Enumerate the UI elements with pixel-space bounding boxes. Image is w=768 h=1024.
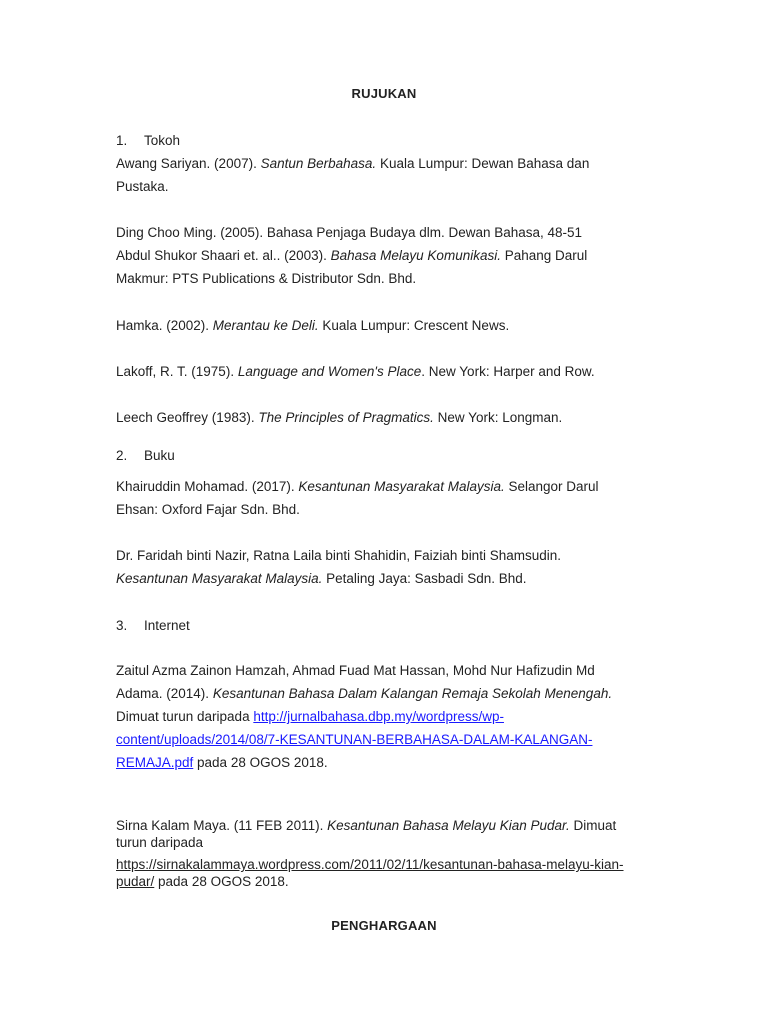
reference-faridah xyxy=(116,544,656,590)
ref-author: Lakoff, R. T. (1975). xyxy=(116,364,238,379)
acknowledgement-heading: PENGHARGAAN xyxy=(331,918,437,933)
section-tokoh-heading xyxy=(116,129,656,152)
ref-author: Awang Sariyan. (2007). xyxy=(116,156,261,171)
ref-access-date: pada 28 OGOS 2018. xyxy=(154,874,289,889)
ref-link[interactable]: https://sirnakalammaya.wordpress.com/2011/02/11/kesantunan-bahasa-melayu-kian- xyxy=(116,857,624,872)
ref-title: Bahasa Melayu Komunikasi. xyxy=(330,248,501,263)
ref-title: Language and Women's Place xyxy=(237,364,422,379)
ref-title: Merantau ke Deli. xyxy=(212,318,319,333)
reference-sirna xyxy=(116,817,656,890)
ref-title: The Principles of Pragmatics. xyxy=(258,410,434,425)
ref-download-note: Dimuat xyxy=(569,818,617,833)
ref-author: Adama. (2014). xyxy=(116,686,213,701)
reference-awang xyxy=(116,152,656,198)
ref-publisher: . New York: Harper and Row. xyxy=(421,364,595,379)
section-label: Internet xyxy=(144,618,190,633)
ref-link-continuation[interactable]: REMAJA.pdf xyxy=(116,755,194,770)
ref-authors: Dr. Faridah binti Nazir, Ratna Laila binti Shahidin, Faiziah binti Shamsudin. xyxy=(116,548,561,563)
ref-link-continuation[interactable]: content/uploads/2014/08/7-KESANTUNAN-BERBAHASA-DALAM-KALANGAN- xyxy=(116,732,593,747)
ref-title: Kesantunan Bahasa Melayu Kian Pudar. xyxy=(327,818,570,833)
ref-download-note: Dimuat turun daripada xyxy=(116,709,254,724)
ref-author: Hamka. (2002). xyxy=(116,318,213,333)
ref-authors: Zaitul Azma Zainon Hamzah, Ahmad Fuad Mat Hassan, Mohd Nur Hafizudin Md xyxy=(116,663,595,678)
section-internet-heading xyxy=(116,614,656,637)
reference-leech xyxy=(116,406,656,429)
ref-continuation: Ehsan: Oxford Fajar Sdn. Bhd. xyxy=(116,502,300,517)
ref-author: Abdul Shukor Shaari et. al.. (2003). xyxy=(116,248,331,263)
ref-publisher: Pahang Darul xyxy=(500,248,588,263)
ref-author: Khairuddin Mohamad. (2017). xyxy=(116,479,299,494)
page-title: RUJUKAN xyxy=(351,86,417,101)
section-label: Tokoh xyxy=(144,133,181,148)
ref-continuation: Pustaka. xyxy=(116,179,169,194)
section-number: 1. xyxy=(116,133,128,148)
ref-title: Kesantunan Masyarakat Malaysia. xyxy=(298,479,505,494)
section-buku-heading xyxy=(116,444,656,467)
reference-ding xyxy=(116,221,656,244)
section-label: Buku xyxy=(144,448,175,463)
reference-khairuddin xyxy=(116,475,656,521)
ref-publisher: Selangor Darul xyxy=(504,479,599,494)
ref-author: Leech Geoffrey (1983). xyxy=(116,410,259,425)
section-number: 3. xyxy=(116,618,128,633)
ref-author: Sirna Kalam Maya. (11 FEB 2011). xyxy=(116,818,328,833)
section-number: 2. xyxy=(116,448,128,463)
reference-zaitul xyxy=(116,659,656,774)
ref-title: Santun Berbahasa. xyxy=(260,156,377,171)
ref-title: Kesantunan Masyarakat Malaysia. xyxy=(116,571,323,586)
reference-hamka xyxy=(116,314,656,337)
reference-abdul xyxy=(116,244,656,290)
ref-access-date: pada 28 OGOS 2018. xyxy=(193,755,328,770)
ref-publisher: Kuala Lumpur: Crescent News. xyxy=(318,318,510,333)
ref-publisher: Petaling Jaya: Sasbadi Sdn. Bhd. xyxy=(322,571,527,586)
ref-publisher: Kuala Lumpur: Dewan Bahasa dan xyxy=(376,156,590,171)
ref-link[interactable]: http://jurnalbahasa.dbp.my/wordpress/wp- xyxy=(253,709,504,724)
ref-title: Kesantunan Bahasa Dalam Kalangan Remaja Sekolah Menengah. xyxy=(212,686,613,701)
ref-publisher: New York: Longman. xyxy=(433,410,563,425)
ref-link-continuation[interactable]: pudar/ xyxy=(116,874,155,889)
ref-text: Ding Choo Ming. (2005). Bahasa Penjaga Budaya dlm. Dewan Bahasa, 48-51 xyxy=(116,225,583,240)
ref-continuation: Makmur: PTS Publications & Distributor Sdn. Bhd. xyxy=(116,271,417,286)
ref-continuation: turun daripada xyxy=(116,835,204,850)
reference-lakoff xyxy=(116,360,656,383)
